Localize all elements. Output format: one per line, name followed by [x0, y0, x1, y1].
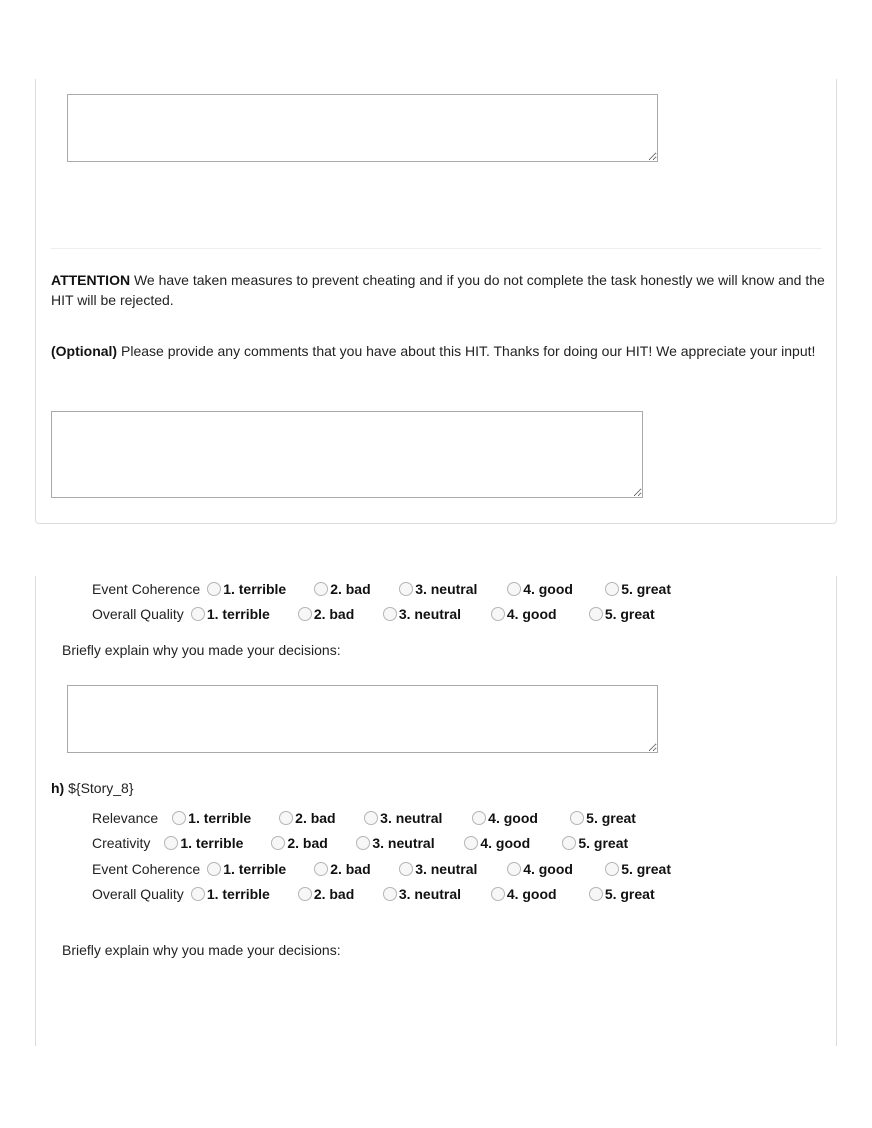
radio-button[interactable] [191, 607, 205, 621]
rating-row-event-coherence [92, 858, 685, 880]
criterion-label: Overall Quality [92, 606, 184, 622]
radio-button[interactable] [464, 836, 478, 850]
story-explanation-textarea[interactable] [67, 94, 658, 162]
optional-label: (Optional) [51, 343, 118, 359]
radio-button[interactable] [507, 862, 521, 876]
form-panel-top [35, 79, 837, 524]
option-great[interactable]: 5. great [605, 581, 685, 597]
optional-text: Please provide any comments that you have about this HIT. Thanks for doing our HIT! We appreciate your input! [121, 343, 816, 359]
rating-row-overall-quality [92, 603, 669, 625]
option-great[interactable]: 5. great [570, 810, 650, 826]
attention-notice [51, 270, 826, 310]
radio-button[interactable] [507, 582, 521, 596]
option-good[interactable]: 4. good [507, 861, 605, 877]
option-neutral[interactable]: 3. neutral [399, 581, 507, 597]
radio-button[interactable] [298, 887, 312, 901]
criterion-label: Relevance [92, 810, 159, 826]
criterion-label: Overall Quality [92, 886, 184, 902]
rating-row-overall-quality [92, 883, 669, 905]
option-terrible[interactable]: 1. terrible [191, 886, 298, 902]
option-bad[interactable]: 2. bad [314, 581, 399, 597]
option-bad[interactable]: 2. bad [314, 861, 399, 877]
criterion-label: Event Coherence [92, 861, 201, 877]
option-good[interactable]: 4. good [464, 835, 562, 851]
radio-button[interactable] [570, 811, 584, 825]
section-divider [51, 248, 821, 249]
attention-text: We have taken measures to prevent cheating and if you do not complete the task honestly we will know and the HIT will be rejected. [51, 272, 825, 308]
radio-button[interactable] [364, 811, 378, 825]
story-placeholder: ${Story_8} [68, 780, 134, 796]
option-good[interactable]: 4. good [472, 810, 570, 826]
radio-button[interactable] [491, 887, 505, 901]
decision-explanation-textarea[interactable] [67, 685, 658, 753]
radio-button[interactable] [356, 836, 370, 850]
option-terrible[interactable]: 1. terrible [207, 861, 314, 877]
option-great[interactable]: 5. great [589, 886, 669, 902]
option-neutral[interactable]: 3. neutral [383, 606, 491, 622]
rating-row-relevance [92, 807, 650, 829]
option-great[interactable]: 5. great [589, 606, 669, 622]
radio-button[interactable] [164, 836, 178, 850]
option-bad[interactable]: 2. bad [279, 810, 364, 826]
radio-button[interactable] [589, 887, 603, 901]
explain-prompt: Briefly explain why you made your decisions: [62, 942, 341, 958]
radio-button[interactable] [383, 887, 397, 901]
radio-button[interactable] [472, 811, 486, 825]
option-neutral[interactable]: 3. neutral [399, 861, 507, 877]
option-bad[interactable]: 2. bad [298, 606, 383, 622]
radio-button[interactable] [589, 607, 603, 621]
option-terrible[interactable]: 1. terrible [172, 810, 279, 826]
radio-button[interactable] [279, 811, 293, 825]
option-terrible[interactable]: 1. terrible [191, 606, 298, 622]
story-letter: h) [51, 780, 65, 796]
radio-button[interactable] [605, 582, 619, 596]
attention-label: ATTENTION [51, 272, 131, 288]
option-good[interactable]: 4. good [491, 606, 589, 622]
option-bad[interactable]: 2. bad [298, 886, 383, 902]
radio-button[interactable] [172, 811, 186, 825]
option-neutral[interactable]: 3. neutral [364, 810, 472, 826]
option-good[interactable]: 4. good [507, 581, 605, 597]
radio-button[interactable] [383, 607, 397, 621]
radio-button[interactable] [314, 862, 328, 876]
option-great[interactable]: 5. great [605, 861, 685, 877]
rating-row-creativity [92, 832, 642, 854]
radio-button[interactable] [491, 607, 505, 621]
story-heading [51, 780, 134, 796]
radio-button[interactable] [207, 862, 221, 876]
option-bad[interactable]: 2. bad [271, 835, 356, 851]
radio-button[interactable] [399, 862, 413, 876]
radio-button[interactable] [314, 582, 328, 596]
radio-button[interactable] [605, 862, 619, 876]
radio-button[interactable] [271, 836, 285, 850]
radio-button[interactable] [207, 582, 221, 596]
radio-button[interactable] [399, 582, 413, 596]
optional-comments-prompt [51, 341, 826, 361]
option-terrible[interactable]: 1. terrible [164, 835, 271, 851]
option-great[interactable]: 5. great [562, 835, 642, 851]
form-panel-ratings [35, 576, 837, 1046]
comments-textarea[interactable] [51, 411, 643, 498]
option-neutral[interactable]: 3. neutral [356, 835, 464, 851]
option-good[interactable]: 4. good [491, 886, 589, 902]
radio-button[interactable] [562, 836, 576, 850]
rating-row-event-coherence [92, 578, 685, 600]
radio-button[interactable] [191, 887, 205, 901]
option-terrible[interactable]: 1. terrible [207, 581, 314, 597]
criterion-label: Creativity [92, 835, 151, 851]
criterion-label: Event Coherence [92, 581, 201, 597]
explain-prompt: Briefly explain why you made your decisions: [62, 642, 341, 658]
option-neutral[interactable]: 3. neutral [383, 886, 491, 902]
radio-button[interactable] [298, 607, 312, 621]
